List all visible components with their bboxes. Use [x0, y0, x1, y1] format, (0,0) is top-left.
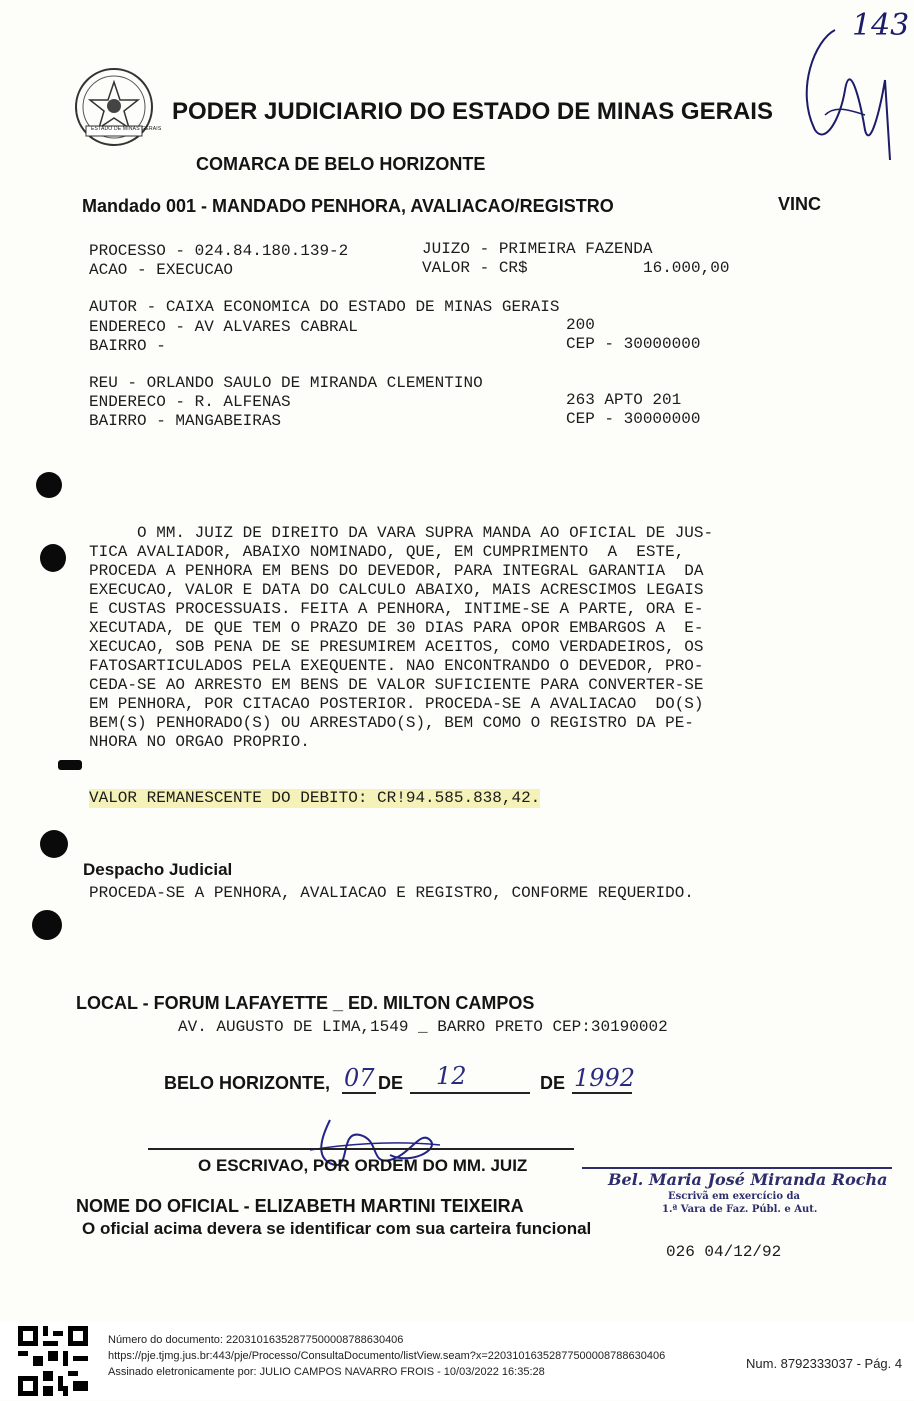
body-line-4: E CUSTAS PROCESSUAIS. FEITA A PENHORA, INTIME-SE A PARTE, ORA E-	[89, 600, 704, 618]
date-day: 07	[344, 1064, 375, 1092]
body-line-5: XECUTADA, DE QUE TEM O PRAZO DE 30 DIAS PARA OPOR EMBARGOS A E-	[89, 619, 704, 637]
vinc-label: VINC	[778, 194, 822, 214]
date-year: 1992	[574, 1064, 636, 1092]
oficial-aviso: O oficial acima devera se identificar com sua carteira funcional	[82, 1219, 592, 1238]
date-month-line	[410, 1092, 530, 1094]
stamp-line	[582, 1167, 892, 1169]
rubric-signature-top	[795, 20, 905, 160]
footer-page-ref: Num. 8792333037 - Pág. 4	[746, 1356, 903, 1371]
date-day-line	[342, 1092, 376, 1094]
valor-amount: 16.000,00	[643, 259, 730, 277]
oficial-nome: NOME DO OFICIAL - ELIZABETH MARTINI TEIXEIRA	[76, 1196, 524, 1216]
reu-cep: CEP - 30000000	[566, 410, 701, 428]
escrivao-label: O ESCRIVAO, POR ORDEM DO MM. JUIZ	[198, 1156, 528, 1175]
valor-label: VALOR - CR$	[422, 259, 528, 277]
footer-doc-number: Número do documento: 22031016352877500008788630406	[108, 1334, 404, 1346]
punch-hole	[58, 760, 82, 770]
autor-endereco: ENDERECO - AV ALVARES CABRAL	[89, 318, 358, 336]
valor-remanescente: VALOR REMANESCENTE DO DEBITO: CR!94.585.838,42.	[89, 789, 541, 807]
body-line-0: O MM. JUIZ DE DIREITO DA VARA SUPRA MANDA AO OFICIAL DE JUS-	[89, 524, 714, 542]
autor-cep: CEP - 30000000	[566, 335, 701, 353]
autor-numero: 200	[566, 316, 595, 334]
punch-hole	[36, 472, 62, 498]
qr-code-icon	[18, 1326, 88, 1396]
body-line-1: TICA AVALIADOR, ABAIXO NOMINADO, QUE, EM CUMPRIMENTO A ESTE,	[89, 543, 685, 561]
despacho-text: PROCEDA-SE A PENHORA, AVALIACAO E REGISTRO, CONFORME REQUERIDO.	[89, 884, 694, 902]
date-year-line	[572, 1092, 632, 1094]
autor-name: AUTOR - CAIXA ECONOMICA DO ESTADO DE MINAS GERAIS	[89, 298, 560, 316]
stamp-line-2: Escrivã em exercício da	[668, 1191, 800, 1202]
punch-hole	[40, 544, 66, 572]
reu-name: REU - ORLANDO SAULO DE MIRANDA CLEMENTINO	[89, 374, 483, 392]
punch-hole	[32, 910, 62, 940]
body-line-9: EM PENHORA, POR CITACAO POSTERIOR. PROCEDA-SE A AVALIACAO DO(S)	[89, 695, 704, 713]
stamp-line-3: 1.ª Vara de Faz. Públ. e Aut.	[662, 1204, 818, 1215]
footer-signed-by: Assinado eletronicamente por: JULIO CAMPOS NAVARRO FROIS - 10/03/2022 16:35:28	[108, 1366, 545, 1378]
acao-label: ACAO - EXECUCAO	[89, 261, 234, 279]
autor-bairro: BAIRRO -	[89, 337, 166, 355]
body-line-6: XECUCAO, SOB PENA DE SE PRESUMIREM ACEITOS, COMO VERDADEIROS, OS	[89, 638, 704, 656]
reference-code: 026 04/12/92	[666, 1243, 782, 1261]
coat-of-arms-seal	[72, 66, 162, 148]
page-mark-handwritten: 143	[852, 8, 910, 43]
local-title: LOCAL - FORUM LAFAYETTE _ ED. MILTON CAMPOS	[76, 993, 535, 1013]
footer-url[interactable]: https://pje.tjmg.jus.br:443/pje/Processo/ConsultaDocumento/listView.seam?x=22031016352877500008788630406	[108, 1350, 666, 1362]
body-line-10: BEM(S) PENHORADO(S) OU ARRESTADO(S), BEM COMO O REGISTRO DA PE-	[89, 714, 694, 732]
local-address: AV. AUGUSTO DE LIMA,1549 _ BARRO PRETO CEP:30190002	[178, 1018, 668, 1036]
seal-text: ESTADO DE MINAS GERAIS	[91, 126, 162, 132]
punch-hole	[40, 830, 68, 858]
reu-numero: 263 APTO 201	[566, 391, 682, 409]
reu-endereco: ENDERECO - R. ALFENAS	[89, 393, 291, 411]
comarca-title: COMARCA DE BELO HORIZONTE	[196, 154, 486, 174]
mandado-title: Mandado 001 - MANDADO PENHORA, AVALIACAO/REGISTRO	[82, 196, 614, 216]
body-line-2: PROCEDA A PENHORA EM BENS DO DEVEDOR, PARA INTEGRAL GARANTIA DA	[89, 562, 704, 580]
date-de-1: DE	[378, 1073, 404, 1093]
body-line-11: NHORA NO ORGAO PROPRIO.	[89, 733, 310, 751]
reu-bairro: BAIRRO - MANGABEIRAS	[89, 412, 282, 430]
despacho-title: Despacho Judicial	[83, 860, 233, 879]
body-line-7: FATOSARTICULADOS PELA EXEQUENTE. NAO ENCONTRANDO O DEVEDOR, PRO-	[89, 657, 704, 675]
juizo-label: JUIZO - PRIMEIRA FAZENDA	[422, 240, 653, 258]
signature-line	[148, 1148, 574, 1150]
processo-number: PROCESSO - 024.84.180.139-2	[89, 242, 349, 260]
court-title: PODER JUDICIARIO DO ESTADO DE MINAS GERAIS	[172, 98, 773, 125]
body-line-3: EXECUCAO, VALOR E DATA DO CALCULO ABAIXO, MAIS ACRESCIMOS LEGAIS	[89, 581, 704, 599]
stamp-name: Bel. Maria José Miranda Rocha	[608, 1170, 888, 1189]
body-line-8: CEDA-SE AO ARRESTO EM BENS DE VALOR SUFICIENTE PARA CONVERTER-SE	[89, 676, 704, 694]
date-city: BELO HORIZONTE,	[164, 1073, 330, 1093]
date-de-2: DE	[540, 1073, 566, 1093]
date-month: 12	[436, 1062, 467, 1090]
